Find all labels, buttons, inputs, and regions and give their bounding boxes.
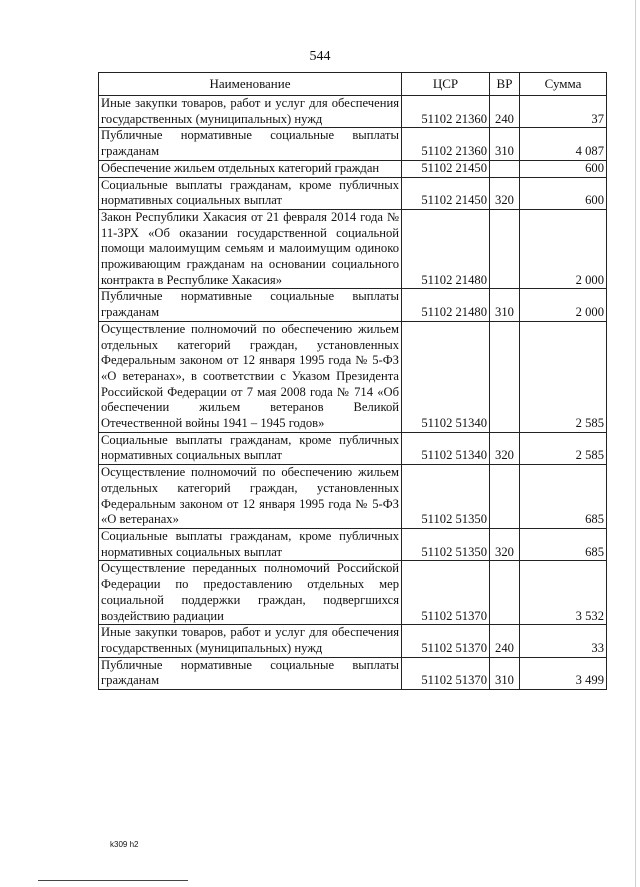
row-csr: 51102 51370 xyxy=(402,625,490,657)
row-name: Обеспечение жильем отдельных категорий граждан xyxy=(99,160,402,177)
row-sum: 600 xyxy=(520,177,607,209)
bottom-divider xyxy=(38,880,188,881)
table-body xyxy=(99,96,607,690)
table-row xyxy=(99,209,607,289)
row-vr: 310 xyxy=(490,657,520,689)
row-sum: 4 087 xyxy=(520,128,607,160)
page-number: 544 xyxy=(309,49,331,64)
table-row xyxy=(99,321,607,432)
table-row xyxy=(99,128,607,160)
row-csr: 51102 21450 xyxy=(402,160,490,177)
table-row xyxy=(99,528,607,560)
header-vr: ВР xyxy=(490,73,520,96)
row-name: Социальные выплаты гражданам, кроме публичных нормативных социальных выплат xyxy=(99,432,402,464)
row-sum: 600 xyxy=(520,160,607,177)
table-row xyxy=(99,625,607,657)
row-vr xyxy=(490,321,520,432)
row-csr: 51102 21480 xyxy=(402,289,490,321)
row-vr xyxy=(490,160,520,177)
row-sum: 2 000 xyxy=(520,289,607,321)
row-csr: 51102 21480 xyxy=(402,209,490,289)
row-vr: 320 xyxy=(490,432,520,464)
budget-table xyxy=(98,72,607,690)
row-name: Осуществление переданных полномочий Российской Федерации по предоставлению отдельных мер социальной поддержки граждан, подвергшихся воздействию радиации xyxy=(99,561,402,625)
row-name: Иные закупки товаров, работ и услуг для обеспечения государственных (муниципальных) нужд xyxy=(99,96,402,128)
row-name: Закон Республики Хакасия от 21 февраля 2014 года № 11-ЗРХ «Об оказании государственной социальной помощи малоимущим семьям и малоимущим одиноко проживающим гражданам на основании социального контракта в Республике Хакасия» xyxy=(99,209,402,289)
row-csr: 51102 51370 xyxy=(402,657,490,689)
row-csr: 51102 21450 xyxy=(402,177,490,209)
row-vr: 320 xyxy=(490,177,520,209)
row-csr: 51102 51340 xyxy=(402,321,490,432)
header-name: Наименование xyxy=(99,73,402,96)
row-sum: 685 xyxy=(520,528,607,560)
header-csr: ЦСР xyxy=(402,73,490,96)
row-csr: 51102 51370 xyxy=(402,561,490,625)
table-header xyxy=(99,73,607,96)
row-name: Иные закупки товаров, работ и услуг для обеспечения государственных (муниципальных) нужд xyxy=(99,625,402,657)
header-row xyxy=(99,73,607,96)
row-csr: 51102 21360 xyxy=(402,128,490,160)
row-name: Публичные нормативные социальные выплаты гражданам xyxy=(99,128,402,160)
table-row xyxy=(99,432,607,464)
row-sum: 33 xyxy=(520,625,607,657)
table-row xyxy=(99,465,607,529)
row-vr: 240 xyxy=(490,625,520,657)
row-csr: 51102 51350 xyxy=(402,528,490,560)
row-sum: 685 xyxy=(520,465,607,529)
header-sum: Сумма xyxy=(520,73,607,96)
table-row xyxy=(99,561,607,625)
row-vr xyxy=(490,209,520,289)
row-vr xyxy=(490,465,520,529)
row-vr xyxy=(490,561,520,625)
row-csr: 51102 51340 xyxy=(402,432,490,464)
row-vr: 310 xyxy=(490,128,520,160)
table-row xyxy=(99,177,607,209)
row-sum: 3 499 xyxy=(520,657,607,689)
scan-edge-line xyxy=(635,0,636,887)
row-name: Публичные нормативные социальные выплаты гражданам xyxy=(99,289,402,321)
table-row xyxy=(99,160,607,177)
row-sum: 2 000 xyxy=(520,209,607,289)
row-sum: 2 585 xyxy=(520,321,607,432)
row-vr: 240 xyxy=(490,96,520,128)
table-row xyxy=(99,96,607,128)
table-row xyxy=(99,289,607,321)
table-row xyxy=(99,657,607,689)
row-sum: 3 532 xyxy=(520,561,607,625)
row-name: Осуществление полномочий по обеспечению жильем отдельных категорий граждан, установленных Федеральным законом от 12 января 1995 года № 5-ФЗ «О ветеранах» xyxy=(99,465,402,529)
row-vr: 310 xyxy=(490,289,520,321)
footer-code: k309 h2 xyxy=(110,840,139,849)
row-name: Публичные нормативные социальные выплаты гражданам xyxy=(99,657,402,689)
row-sum: 37 xyxy=(520,96,607,128)
row-name: Социальные выплаты гражданам, кроме публичных нормативных социальных выплат xyxy=(99,528,402,560)
row-vr: 320 xyxy=(490,528,520,560)
row-name: Осуществление полномочий по обеспечению жильем отдельных категорий граждан, установленных Федеральным законом от 12 января 1995 года № 5-ФЗ «О ветеранах», в соответствии с Указом Президента Российской Федерации от 7 мая 2008 года № 714 «Об обеспечении жильем ветеранов Великой Отечественной войны 1941 – 1945 годов» xyxy=(99,321,402,432)
row-name: Социальные выплаты гражданам, кроме публичных нормативных социальных выплат xyxy=(99,177,402,209)
row-csr: 51102 51350 xyxy=(402,465,490,529)
row-csr: 51102 21360 xyxy=(402,96,490,128)
row-sum: 2 585 xyxy=(520,432,607,464)
